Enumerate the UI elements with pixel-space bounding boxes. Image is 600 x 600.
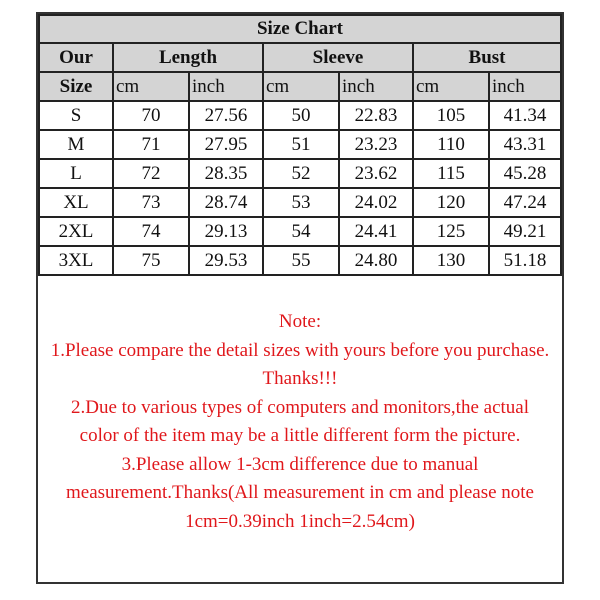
value-cell: 74	[113, 217, 189, 246]
value-cell: 24.02	[339, 188, 413, 217]
bust-header: Bust	[413, 43, 561, 72]
value-cell: 120	[413, 188, 489, 217]
value-cell: 41.34	[489, 101, 561, 130]
value-cell: 49.21	[489, 217, 561, 246]
size-table	[38, 14, 562, 276]
value-cell: 71	[113, 130, 189, 159]
value-cell: 29.53	[189, 246, 263, 275]
value-cell: 22.83	[339, 101, 413, 130]
table-row	[39, 159, 561, 188]
unit-cm: cm	[263, 72, 339, 101]
value-cell: 110	[413, 130, 489, 159]
value-cell: 70	[113, 101, 189, 130]
value-cell: 50	[263, 101, 339, 130]
value-cell: 115	[413, 159, 489, 188]
size-chart	[36, 12, 564, 584]
value-cell: 27.95	[189, 130, 263, 159]
notes-heading: Note:	[278, 311, 322, 332]
unit-cm: cm	[113, 72, 189, 101]
value-cell: 51	[263, 130, 339, 159]
value-cell: 53	[263, 188, 339, 217]
unit-inch: inch	[189, 72, 263, 101]
unit-cm: cm	[413, 72, 489, 101]
notes	[38, 276, 562, 582]
value-cell: 55	[263, 246, 339, 275]
value-cell: 28.74	[189, 188, 263, 217]
value-cell: 52	[263, 159, 339, 188]
size-cell: S	[39, 101, 113, 130]
value-cell: 47.24	[489, 188, 561, 217]
value-cell: 43.31	[489, 130, 561, 159]
value-cell: 51.18	[489, 246, 561, 275]
value-cell: 105	[413, 101, 489, 130]
table-row	[39, 130, 561, 159]
note-line: 1.Please compare the detail sizes with yours before you purchase. Thanks!!!	[50, 339, 550, 389]
size-cell: XL	[39, 188, 113, 217]
value-cell: 27.56	[189, 101, 263, 130]
size-cell: 3XL	[39, 246, 113, 275]
unit-inch: inch	[339, 72, 413, 101]
size-header-bottom: Size	[39, 72, 113, 101]
note-line: 3.Please allow 1-3cm difference due to manual measurement.Thanks(All measurement in cm and please note 1cm=0.39inch 1inch=2.54cm)	[66, 453, 534, 532]
size-cell: 2XL	[39, 217, 113, 246]
value-cell: 75	[113, 246, 189, 275]
value-cell: 23.23	[339, 130, 413, 159]
value-cell: 23.62	[339, 159, 413, 188]
sleeve-header: Sleeve	[263, 43, 413, 72]
value-cell: 73	[113, 188, 189, 217]
length-header: Length	[113, 43, 263, 72]
chart-title: Size Chart	[39, 15, 561, 43]
table-row	[39, 246, 561, 275]
value-cell: 54	[263, 217, 339, 246]
value-cell: 28.35	[189, 159, 263, 188]
table-row	[39, 217, 561, 246]
table-row	[39, 188, 561, 217]
note-line: 2.Due to various types of computers and monitors,the actual color of the item may be a little different form the picture.	[70, 396, 529, 446]
size-cell: M	[39, 130, 113, 159]
value-cell: 45.28	[489, 159, 561, 188]
size-header-top: Our	[39, 43, 113, 72]
value-cell: 29.13	[189, 217, 263, 246]
value-cell: 130	[413, 246, 489, 275]
value-cell: 24.80	[339, 246, 413, 275]
value-cell: 72	[113, 159, 189, 188]
value-cell: 24.41	[339, 217, 413, 246]
size-cell: L	[39, 159, 113, 188]
value-cell: 125	[413, 217, 489, 246]
unit-inch: inch	[489, 72, 561, 101]
table-row	[39, 101, 561, 130]
